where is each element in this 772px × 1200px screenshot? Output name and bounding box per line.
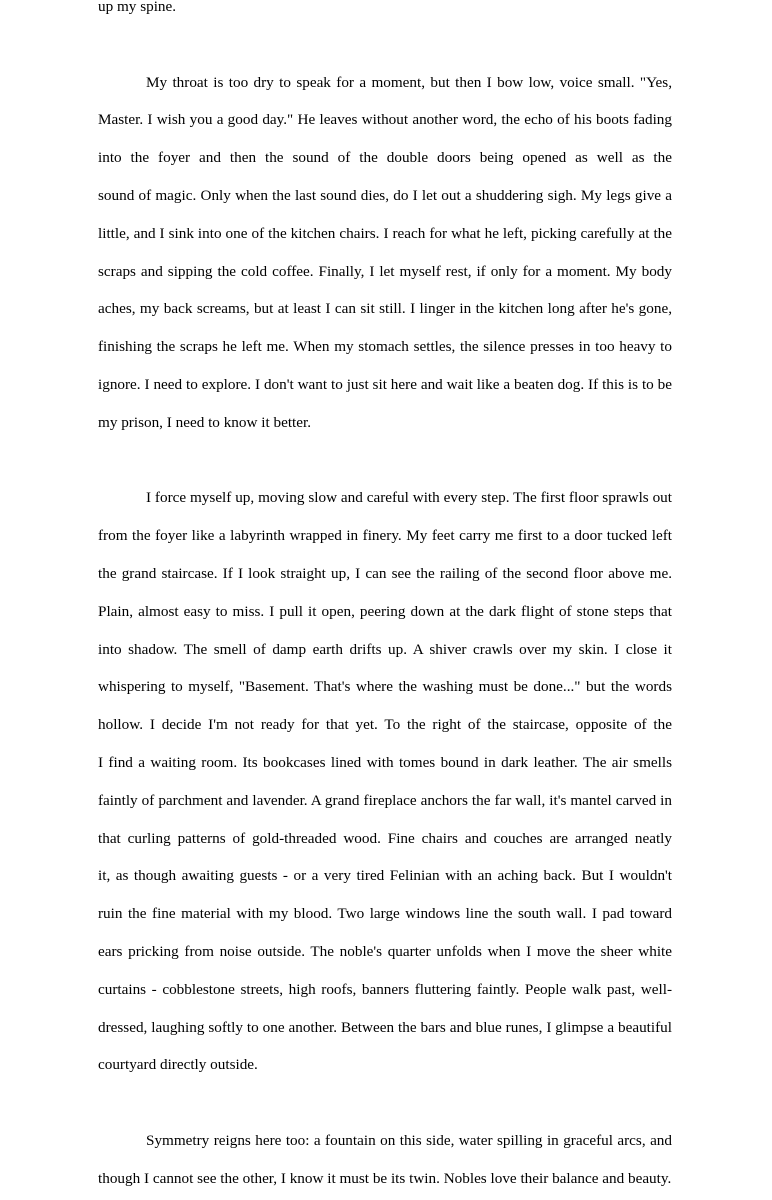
text-line: into shadow. The smell of damp earth drifts up. A shiver crawls over my skin. I close it	[98, 640, 672, 658]
text-line: Plain, almost easy to miss. I pull it open, peering down at the dark flight of stone steps that	[98, 602, 672, 620]
text-line: ruin the fine material with my blood. Two large windows line the south wall. I pad toward	[98, 905, 672, 923]
text-line: I find a waiting room. Its bookcases lined with tomes bound in dark leather. The air smells	[98, 753, 672, 771]
paragraph	[98, 64, 672, 442]
text-line: courtyard directly outside.	[98, 1056, 258, 1074]
paragraph-spacer	[98, 26, 672, 64]
paragraph	[98, 0, 672, 26]
text-line: from the foyer like a labyrinth wrapped in finery. My feet carry me first to a door tucked left	[98, 527, 672, 545]
paragraph-spacer	[98, 442, 672, 480]
paragraph	[98, 479, 672, 1084]
text-line: that curling patterns of gold-threaded wood. Fine chairs and couches are arranged neatly	[98, 829, 672, 847]
text-line: my prison, I need to know it better.	[98, 413, 312, 431]
paragraph-spacer	[98, 1084, 672, 1122]
text-line: it, as though awaiting guests - or a very tired Felinian with an aching back. But I wouldn't	[98, 867, 672, 885]
text-line: into the foyer and then the sound of the double doors being opened as well as the	[98, 149, 672, 167]
text-line: ears pricking from noise outside. The noble's quarter unfolds when I move the sheer white	[98, 942, 672, 960]
text-line: Symmetry reigns here too: a fountain on this side, water spilling in graceful arcs, and	[146, 1131, 672, 1149]
text-line: dressed, laughing softly to one another. Between the bars and blue runes, I glimpse a beautiful	[98, 1018, 672, 1036]
text-line: whispering to myself, "Basement. That's where the washing must be done..." but the words	[98, 678, 672, 696]
text-line: faintly of parchment and lavender. A grand fireplace anchors the far wall, it's mantel carved in	[98, 791, 672, 809]
text-line: finishing the scraps he left me. When my stomach settles, the silence presses in too heavy to	[98, 338, 672, 356]
text-line: sound of magic. Only when the last sound dies, do I let out a shuddering sigh. My legs give a	[98, 186, 672, 204]
text-line: I force myself up, moving slow and careful with every step. The first floor sprawls out	[146, 489, 672, 507]
text-line: little, and I sink into one of the kitchen chairs. I reach for what he left, picking carefully at the	[98, 224, 672, 242]
text-line: My throat is too dry to speak for a moment, but then I bow low, voice small. "Yes,	[146, 73, 672, 91]
text-line: though I cannot see the other, I know it must be its twin. Nobles love their balance and beauty.	[98, 1169, 672, 1187]
document-page	[98, 0, 672, 1198]
text-line: ignore. I need to explore. I don't want to just sit here and wait like a beaten dog. If this is to be	[98, 375, 672, 393]
text-line: Master. I wish you a good day." He leaves without another word, the echo of his boots fading	[98, 111, 672, 129]
text-line: up my spine.	[98, 0, 177, 15]
text-line: aches, my back screams, but at least I can sit still. I linger in the kitchen long after he's gone,	[98, 300, 672, 318]
text-line: hollow. I decide I'm not ready for that yet. To the right of the staircase, opposite of the	[98, 716, 672, 734]
text-line: scraps and sipping the cold coffee. Finally, I let myself rest, if only for a moment. My body	[98, 262, 672, 280]
paragraph	[98, 1122, 672, 1198]
text-line: the grand staircase. If I look straight up, I can see the railing of the second floor above me.	[98, 564, 672, 582]
text-line: curtains - cobblestone streets, high roofs, banners fluttering faintly. People walk past, well-	[98, 980, 672, 998]
